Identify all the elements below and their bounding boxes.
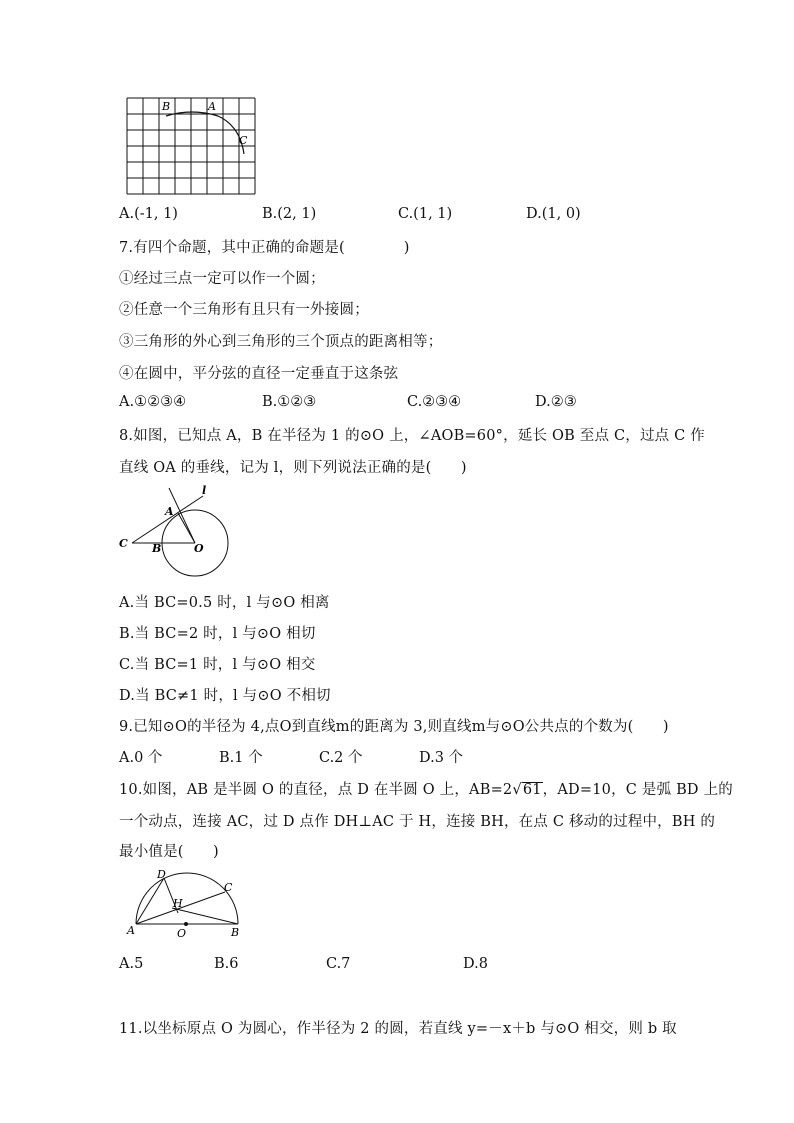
q7-option-a: A.①②③④ xyxy=(119,394,187,410)
q8-label-c: C xyxy=(119,537,128,550)
q8-stem-line1: 8.如图，已知点 A，B 在半径为 1 的⊙O 上，∠AOB=60°，延长 OB 至点 C，过点 C 作 xyxy=(119,428,705,444)
q8-label-l: l xyxy=(202,484,207,497)
q6-option-a: A.(-1, 1) xyxy=(119,206,178,222)
q8-option-c: C.当 BC=1 时，l 与⊙O 相交 xyxy=(119,657,316,673)
q10-stem-line1-a: 10.如图，AB 是半圆 O 的直径，点 D 在半圆 O 上，AB=2 xyxy=(119,782,513,798)
q10-stem-line1 xyxy=(119,778,733,799)
q7-statement-1: ①经过三点一定可以作一个圆； xyxy=(119,271,325,287)
q9-option-c: C.2 个 xyxy=(319,750,363,766)
q8-option-d: D.当 BC≠1 时，l 与⊙O 不相切 xyxy=(119,688,331,704)
q6-grid-figure xyxy=(122,96,262,196)
q7-option-c: C.②③④ xyxy=(407,394,462,410)
q9-option-a: A.0 个 xyxy=(119,750,163,766)
q7-statement-2: ②任意一个三角形有且只有一外接圆； xyxy=(119,302,369,318)
q10-label-a: A xyxy=(127,924,135,937)
q8-stem-line2: 直线 OA 的垂线，记为 l，则下列说法正确的是( ) xyxy=(119,460,467,476)
q6-option-c: C.(1, 1) xyxy=(398,206,453,222)
q8-option-b: B.当 BC=2 时，l 与⊙O 相切 xyxy=(119,626,316,642)
q8-label-o: O xyxy=(194,542,204,555)
q9-option-b: B.1 个 xyxy=(219,750,263,766)
q6-label-a: A xyxy=(208,100,216,113)
q10-label-h: H xyxy=(173,897,183,910)
q11-stem: 11.以坐标原点 O 为圆心，作半径为 2 的圆，若直线 y=－x＋b 与⊙O 相交，则 b 取 xyxy=(119,1021,677,1037)
sqrt-symbol: √ xyxy=(512,782,522,798)
q7-option-d: D.②③ xyxy=(535,394,577,410)
q7-stem: 7.有四个命题，其中正确的命题是( ) xyxy=(119,240,410,256)
q10-sqrt-value: 61 xyxy=(522,782,542,798)
q6-label-b: B xyxy=(162,100,171,113)
q8-circle-figure xyxy=(115,484,245,584)
q10-semicircle-figure xyxy=(124,868,254,940)
q10-stem-line2: 一个动点，连接 AC，过 D 点作 DH⊥AC 于 H，连接 BH，在点 C 移动的过程中，BH 的 xyxy=(119,814,716,830)
q7-statement-4: ④在圆中，平分弦的直径一定垂直于这条弦 xyxy=(119,366,399,382)
q10-label-o: O xyxy=(177,927,187,940)
q9-stem: 9.已知⊙O的半径为 4,点O到直线m的距离为 3,则直线m与⊙O公共点的个数为( ) xyxy=(119,719,669,735)
q10-option-a: A.5 xyxy=(119,956,144,972)
q10-option-b: B.6 xyxy=(214,956,239,972)
q10-stem-line1-b: ，AD=10，C 是弧 BD 上的 xyxy=(542,782,733,798)
q7-statement-3: ③三角形的外心到三角形的三个顶点的距离相等； xyxy=(119,334,443,350)
q10-stem-line3: 最小值是( ) xyxy=(119,844,219,860)
q10-option-d: D.8 xyxy=(463,956,488,972)
q10-label-b: B xyxy=(231,926,240,939)
q10-label-d: D xyxy=(157,868,166,881)
q6-option-d: D.(1, 0) xyxy=(526,206,581,222)
q6-option-b: B.(2, 1) xyxy=(262,206,317,222)
q8-label-b: B xyxy=(152,542,162,555)
q6-label-c: C xyxy=(239,134,248,147)
q9-option-d: D.3 个 xyxy=(419,750,464,766)
q8-label-a: A xyxy=(165,505,174,518)
q7-option-b: B.①②③ xyxy=(262,394,317,410)
q10-option-c: C.7 xyxy=(326,956,351,972)
q10-label-c: C xyxy=(224,881,233,894)
q8-option-a: A.当 BC=0.5 时，l 与⊙O 相离 xyxy=(119,595,330,611)
